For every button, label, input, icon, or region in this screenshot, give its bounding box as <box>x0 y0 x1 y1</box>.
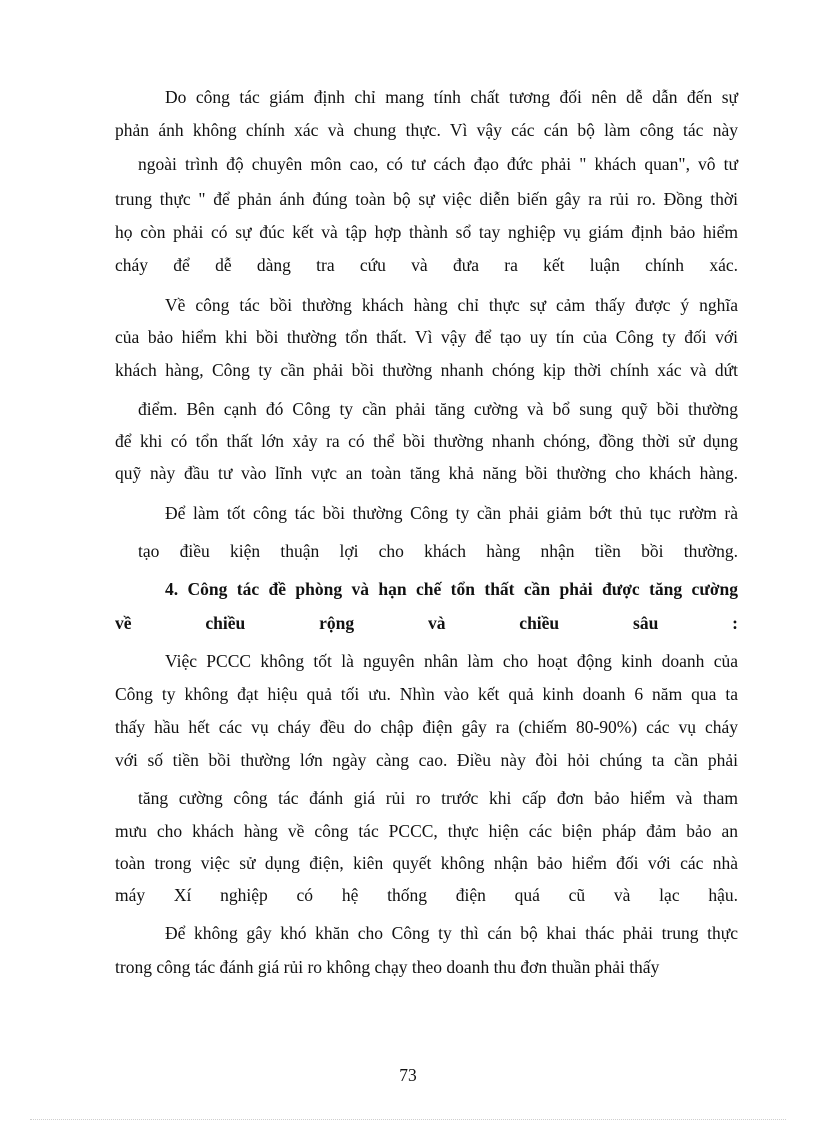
text-line: trung thực " để phản ánh đúng toàn bộ sự việc diễn biến gây ra rủi ro. Đồng thời <box>115 189 738 209</box>
text-line: Công ty không đạt hiệu quả tối ưu. Nhìn vào kết quả kinh doanh 6 năm qua ta <box>115 684 738 704</box>
section-heading: 4. Công tác đề phòng và hạn chế tổn thất cần phải được tăng cường <box>165 579 738 599</box>
text-line: cháy để dễ dàng tra cứu và đưa ra kết luận chính xác. <box>115 255 738 275</box>
text-line: Để làm tốt công tác bồi thường Công ty cần phải giảm bớt thủ tục rườm rà <box>165 503 738 523</box>
text-line: với số tiền bồi thường lớn ngày càng cao. Điều này đòi hỏi chúng ta cần phải <box>115 750 738 770</box>
page-number: 73 <box>399 1065 417 1085</box>
text-line: ngoài trình độ chuyên môn cao, có tư cách đạo đức phải " khách quan", vô tư <box>138 154 738 174</box>
text-line: Do công tác giám định chỉ mang tính chất tương đối nên dễ dẫn đến sự <box>165 87 738 107</box>
text-line: máy Xí nghiệp có hệ thống điện quá cũ và lạc hậu. <box>115 885 738 905</box>
text-line: phản ánh không chính xác và chung thực. Vì vậy các cán bộ làm công tác này <box>115 120 738 140</box>
text-line: toàn trong việc sử dụng điện, kiên quyết không nhận bảo hiểm đối với các nhà <box>115 853 738 873</box>
text-line: Để không gây khó khăn cho Công ty thì cán bộ khai thác phải trung thực <box>165 923 738 943</box>
text-line: điểm. Bên cạnh đó Công ty cần phải tăng cường và bổ sung quỹ bồi thường <box>138 399 738 419</box>
text-line: để khi có tổn thất lớn xảy ra có thể bồi thường nhanh chóng, đồng thời sử dụng <box>115 431 738 451</box>
footer-divider <box>30 1119 786 1120</box>
text-line: mưu cho khách hàng về công tác PCCC, thực hiện các biện pháp đảm bảo an <box>115 821 738 841</box>
text-line: quỹ này đầu tư vào lĩnh vực an toàn tăng khả năng bồi thường cho khách hàng. <box>115 463 738 483</box>
text-line: tạo điều kiện thuận lợi cho khách hàng nhận tiền bồi thường. <box>138 541 738 561</box>
text-line: tăng cường công tác đánh giá rủi ro trước khi cấp đơn bảo hiểm và tham <box>138 788 738 808</box>
text-line: của bảo hiểm khi bồi thường tổn thất. Vì vậy để tạo uy tín của Công ty đối với <box>115 327 738 347</box>
text-line: họ còn phải có sự đúc kết và tập hợp thành sổ tay nghiệp vụ giám định bảo hiểm <box>115 222 738 242</box>
text-line: trong công tác đánh giá rủi ro không chạy theo doanh thu đơn thuần phải thấy <box>115 957 660 977</box>
section-heading: về chiều rộng và chiều sâu : <box>115 613 738 633</box>
text-line: khách hàng, Công ty cần phải bồi thường nhanh chóng kịp thời chính xác và dứt <box>115 360 738 380</box>
text-line: Về công tác bồi thường khách hàng chỉ thực sự cảm thấy được ý nghĩa <box>165 295 738 315</box>
text-line: Việc PCCC không tốt là nguyên nhân làm cho hoạt động kinh doanh của <box>165 651 738 671</box>
text-line: thấy hầu hết các vụ cháy đều do chập điện gây ra (chiếm 80-90%) các vụ cháy <box>115 717 738 737</box>
